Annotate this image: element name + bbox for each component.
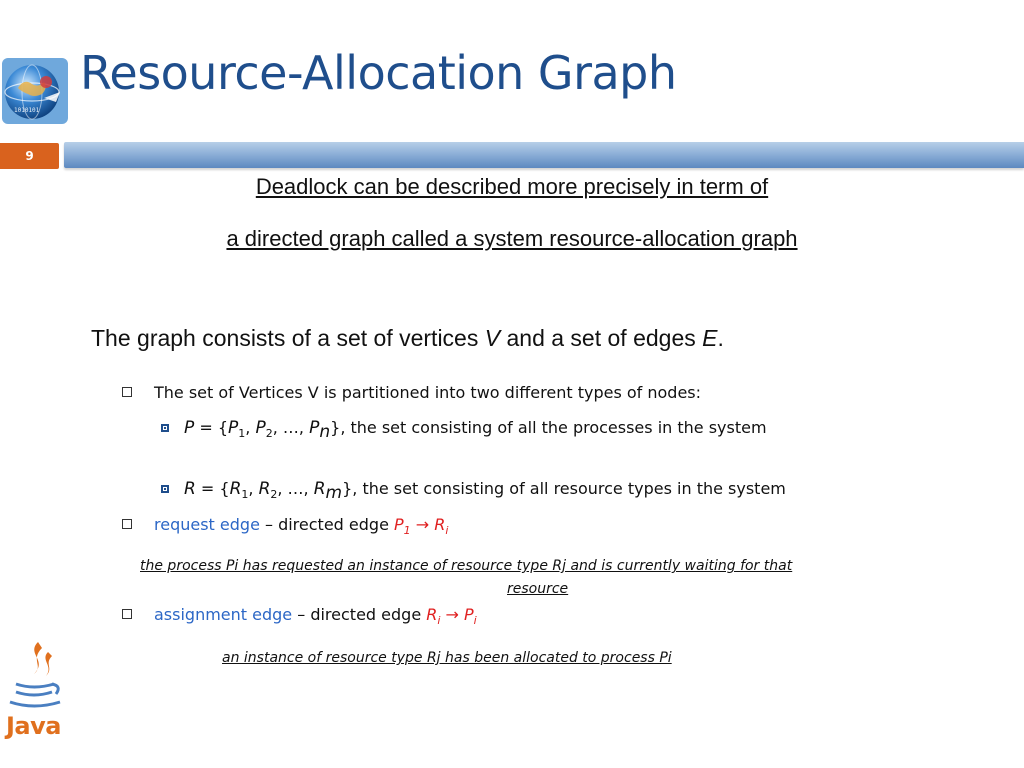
request-to: R	[434, 515, 446, 534]
bullet-process-set	[161, 418, 767, 442]
r2-symbol: R	[258, 479, 271, 499]
p-ellipsis: , …,	[272, 418, 310, 437]
assignment-from: R	[426, 605, 438, 624]
p-comma: ,	[245, 418, 256, 437]
pn-sub: n	[319, 422, 331, 443]
r-close: }	[342, 479, 353, 498]
graph-definition	[91, 325, 724, 352]
svg-text:1010101: 1010101	[14, 107, 40, 114]
vertices-symbol: V	[484, 325, 501, 351]
arrow-right-icon: →	[410, 515, 435, 534]
assignment-to-sub: i	[473, 614, 477, 628]
slide-title: Resource-Allocation Graph	[80, 46, 677, 100]
request-edge-text: – directed edge	[259, 515, 394, 534]
java-wordmark: Java	[6, 712, 61, 740]
square-bullet-icon	[122, 387, 132, 397]
bullet-assignment-edge	[122, 605, 477, 627]
arrow-right-icon: →	[440, 605, 465, 624]
p1-symbol: P	[228, 418, 239, 438]
r-eq: = {	[195, 479, 230, 498]
rm-sub: m	[325, 483, 343, 504]
r-symbol: R	[184, 479, 196, 499]
assignment-to: P	[464, 605, 474, 624]
bullet-resource-set	[161, 479, 786, 503]
graph-definition-suffix: .	[717, 325, 724, 351]
p2-symbol: P	[255, 418, 266, 438]
request-edge-note-line-1: the process Pi has requested an instance of resource type Rj and is currently waiting for that	[140, 558, 793, 574]
p-set-text: , the set consisting of all the processes in the system	[340, 418, 767, 437]
bullet-vertices	[122, 383, 701, 402]
p-symbol: P	[184, 418, 195, 438]
square-bullet-icon	[122, 519, 132, 529]
p-eq: = {	[194, 418, 229, 437]
bullet-request-edge	[122, 515, 448, 537]
square-bullet-icon	[161, 485, 169, 493]
graph-definition-prefix: The graph consists of a set of vertices	[91, 325, 485, 351]
r1-sub: 1	[241, 488, 249, 502]
p1-sub: 1	[238, 427, 246, 441]
assignment-edge-label: assignment edge	[154, 605, 293, 624]
assignment-edge-note: an instance of resource type Rj has been allocated to process Pi	[222, 650, 672, 666]
pn-symbol: P	[309, 418, 320, 438]
globe-icon	[2, 58, 68, 124]
assignment-edge-text: – directed edge	[292, 605, 427, 624]
request-edge-note-line-2: resource	[507, 581, 569, 597]
slide-number-badge: 9	[0, 143, 59, 169]
r-ellipsis: , …,	[277, 479, 314, 498]
request-from-sub: 1	[403, 524, 411, 538]
square-bullet-icon	[161, 424, 169, 432]
request-to-sub: i	[445, 524, 449, 538]
header-bar	[64, 142, 1024, 168]
graph-definition-middle: and a set of edges	[500, 325, 703, 351]
p2-sub: 2	[265, 427, 273, 441]
intro-line-2: a directed graph called a system resource-allocation graph	[226, 226, 798, 251]
bullet-vertices-text: The set of Vertices V is partitioned into two different types of nodes:	[154, 383, 702, 402]
r1-symbol: R	[229, 479, 242, 499]
edges-symbol: E	[702, 325, 718, 351]
assignment-from-sub: i	[437, 614, 441, 628]
square-bullet-icon	[122, 609, 132, 619]
intro-line-1: Deadlock can be described more precisely in term of	[255, 174, 769, 199]
request-from: P	[394, 515, 404, 534]
r2-sub: 2	[270, 488, 278, 502]
r-set-text: , the set consisting of all resource types in the system	[352, 479, 786, 498]
p-close: }	[330, 418, 341, 437]
r-comma: ,	[248, 479, 259, 498]
request-edge-label: request edge	[154, 515, 260, 534]
rm-symbol: R	[313, 479, 326, 499]
